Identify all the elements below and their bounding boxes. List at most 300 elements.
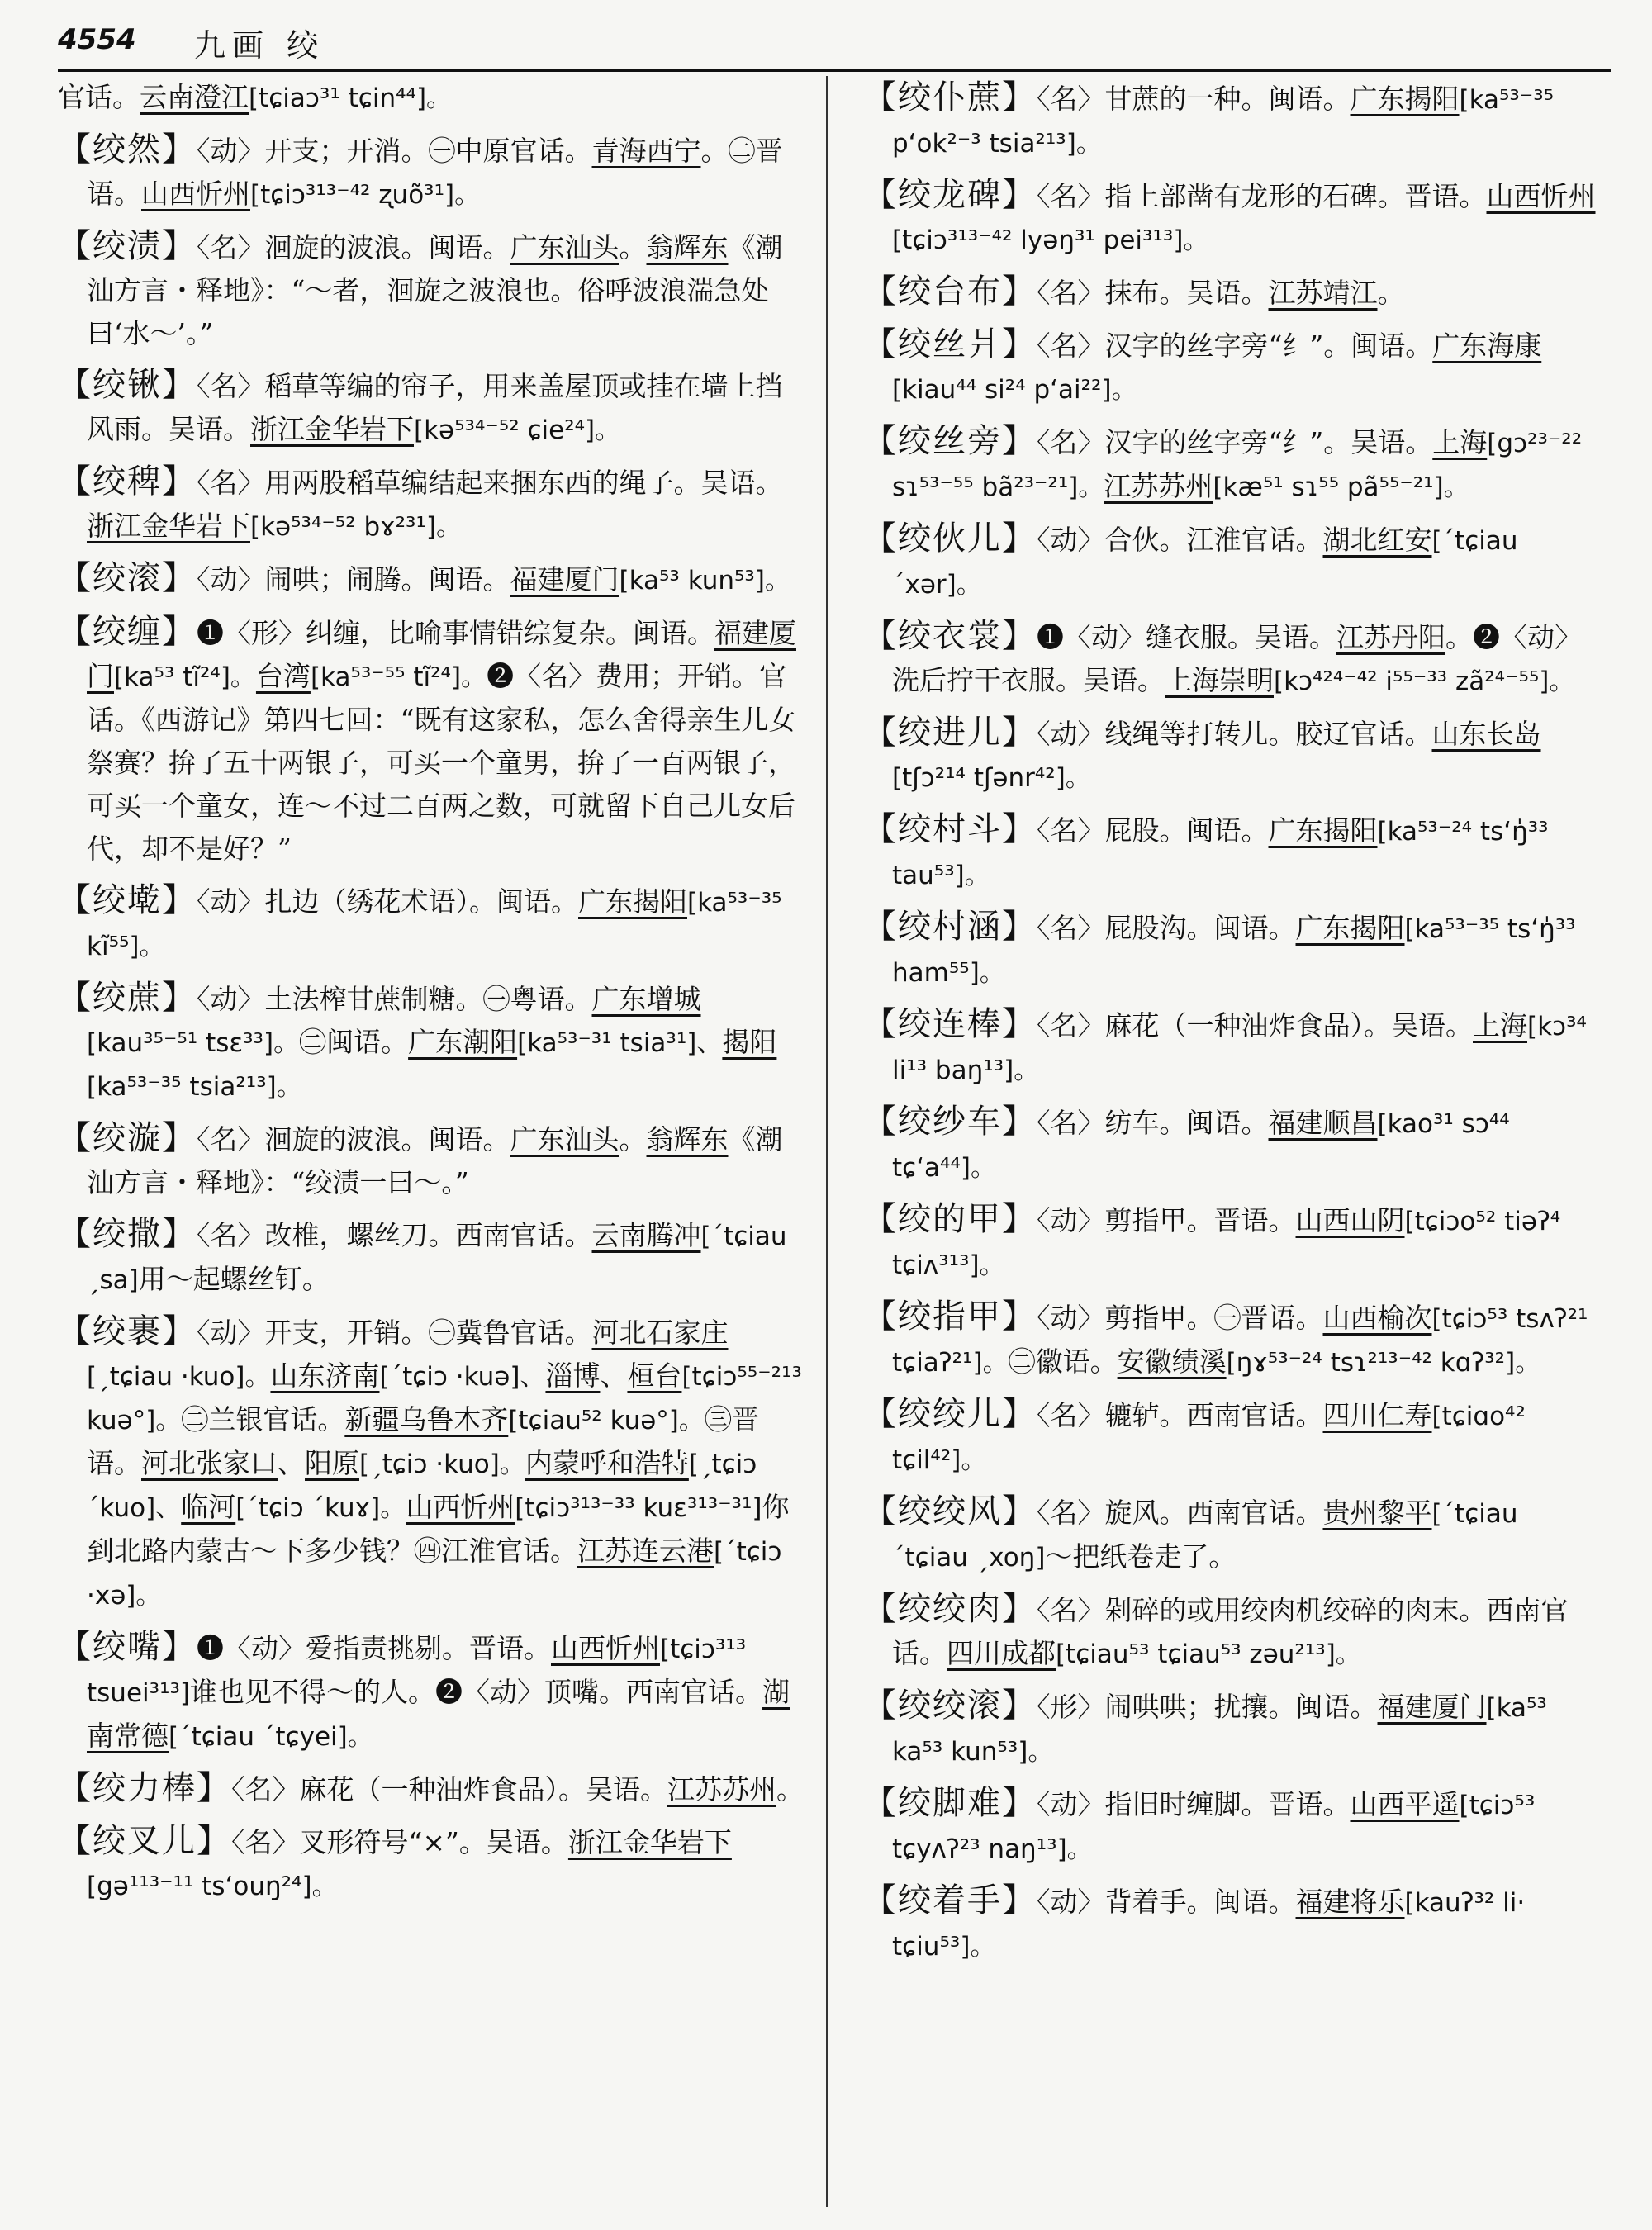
entry-headword xyxy=(863,325,1037,363)
headword-bracket-open: 【 xyxy=(58,1215,93,1253)
ipa-transcription: [tɕiau⁵² kuə°]。 xyxy=(508,1406,705,1435)
headword-text: 绞墘 xyxy=(93,881,162,919)
definition-text: 〈名〉辘轳。西南官话。 xyxy=(1037,1399,1323,1431)
dictionary-entry xyxy=(58,610,809,871)
definition-text: 〈名〉洄旋的波浪。闽语。 xyxy=(197,231,510,263)
dialect-location: 桓台 xyxy=(627,1359,682,1392)
definition-text: 你到北路内蒙古～下多少钱？㊃江淮官话。 xyxy=(87,1491,790,1567)
ipa-transcription: [kao³¹ sɔ⁴⁴ tɕʻa⁴⁴]。 xyxy=(892,1109,1510,1183)
headword-bracket-open: 【 xyxy=(863,1395,898,1433)
dialect-location: 广东汕头 xyxy=(510,231,620,263)
entry-headword xyxy=(863,520,1037,558)
ipa-transcription: [ka⁵³ kun⁵³]。 xyxy=(619,566,790,595)
dialect-location: 江苏靖江 xyxy=(1268,277,1378,309)
definition-text: ❷〈名〉费用；开销。官话。《西游记》第四七回：“既有这家私，怎么舍得亲生儿女祭赛？拚了五十两银子，可买一个童男，拚了一百两银子，可买一个童女，连～不过二百两之数，可就留下自己儿女后代，却不是好？” xyxy=(87,660,796,865)
entry-headword xyxy=(863,810,1037,848)
definition-text: 用～起螺丝钉。 xyxy=(138,1263,330,1295)
headword-text: 绞绞肉 xyxy=(898,1590,1002,1628)
ipa-transcription: [ˊtɕiau ˏsa] xyxy=(87,1222,787,1295)
definition-text: 〈动〉合伙。江淮官话。 xyxy=(1037,524,1323,556)
dialect-location: 江苏丹阳 xyxy=(1336,621,1446,653)
ipa-transcription: [ka⁵³⁻⁵⁵ tĩ²⁴]。 xyxy=(310,662,487,692)
definition-text: 〈名〉纺车。闽语。 xyxy=(1037,1107,1269,1139)
headword-bracket-close: 】 xyxy=(1002,1395,1037,1433)
headword-bracket-open: 【 xyxy=(863,422,898,460)
ipa-transcription: [tɕiɔ³¹³ tsuei³¹³] xyxy=(87,1635,747,1708)
definition-text: 〈形〉闹哄哄；扰攘。闽语。 xyxy=(1037,1691,1378,1723)
definition-text: 《潮汕方言・释地》：“绞渍一曰～。” xyxy=(87,1123,783,1198)
headword-text: 绞着手 xyxy=(898,1881,1002,1919)
dictionary-entry xyxy=(58,1310,809,1617)
definition-text: 〈名〉麻花（一种油炸食品）。吴语。 xyxy=(231,1773,667,1805)
definition-text: 〈名〉指上部凿有龙形的石碑。晋语。 xyxy=(1037,180,1487,212)
dictionary-entry xyxy=(58,1117,809,1204)
entry-headword xyxy=(58,463,197,501)
dictionary-entry xyxy=(863,1490,1598,1579)
headword-bracket-close: 】 xyxy=(1002,422,1037,460)
headword-bracket-open: 【 xyxy=(58,559,93,597)
headword-text: 绞蔗 xyxy=(93,979,162,1017)
ipa-transcription: [kə⁵³⁴⁻⁵² ɕie²⁴]。 xyxy=(414,415,621,445)
definition-text: 〈动〉背着手。闽语。 xyxy=(1037,1886,1296,1918)
dialect-location: 临河 xyxy=(181,1491,236,1523)
definition-text: 〈名〉稻草等编的帘子，用来盖屋顶或挂在墙上挡风雨。吴语。 xyxy=(87,370,783,445)
headword-text: 绞绞儿 xyxy=(898,1395,1002,1433)
entry-headword xyxy=(863,1298,1037,1336)
headword-bracket-open: 【 xyxy=(863,1687,898,1725)
headword-bracket-close: 】 xyxy=(1002,273,1037,311)
definition-text: ㊁徽语。 xyxy=(1008,1345,1118,1378)
dictionary-entry xyxy=(863,614,1598,703)
ipa-transcription: [ˊtɕiɔ ·xə]。 xyxy=(87,1537,782,1611)
dialect-location: 阳原 xyxy=(305,1447,359,1479)
headword-text: 绞力棒 xyxy=(93,1769,197,1807)
dictionary-entry xyxy=(863,270,1598,315)
definition-text: 〈名〉抹布。吴语。 xyxy=(1037,277,1269,309)
dialect-location: 福建厦门 xyxy=(1377,1691,1487,1723)
ipa-transcription: [ˏtɕiɔ ˊkuo]、 xyxy=(87,1450,757,1523)
left-column xyxy=(58,76,809,1916)
definition-text: 〈名〉汉字的丝字旁“纟”。闽语。 xyxy=(1037,330,1433,362)
headword-bracket-open: 【 xyxy=(863,325,898,363)
headword-text: 绞撒 xyxy=(93,1215,162,1253)
entry-headword xyxy=(58,227,197,265)
headword-bracket-open: 【 xyxy=(58,1769,93,1807)
definition-text: ㊂晋语。 xyxy=(87,1403,759,1479)
dialect-location: 揭阳 xyxy=(722,1026,777,1058)
headword-text: 绞叉儿 xyxy=(93,1822,197,1860)
dialect-location: 山东长岛 xyxy=(1431,718,1541,750)
ipa-transcription: [kauʔ³² li· tɕiu⁵³]。 xyxy=(892,1888,1526,1962)
ipa-transcription: [ˏtɕiɔ ·kuo]。 xyxy=(359,1450,525,1479)
section-title: 九画 绞 xyxy=(194,27,325,64)
headword-text: 绞衣裳 xyxy=(898,617,1002,655)
dialect-location: 福建顺昌 xyxy=(1268,1107,1378,1139)
entry-headword xyxy=(58,1215,197,1253)
ipa-transcription: [tɕiɔ³¹³⁻³³ kuɛ³¹³⁻³¹] xyxy=(515,1493,762,1523)
entry-headword xyxy=(58,613,197,651)
entry-headword xyxy=(863,176,1037,214)
entry-headword xyxy=(58,881,197,919)
headword-bracket-close: 】 xyxy=(1002,1881,1037,1919)
page-header xyxy=(58,20,1611,72)
ipa-transcription: [tɕiau⁵³ tɕiau⁵³ zəu²¹³]。 xyxy=(1056,1639,1361,1669)
dictionary-entry xyxy=(58,1625,809,1758)
entry-headword xyxy=(863,1881,1037,1919)
headword-bracket-open: 【 xyxy=(863,1881,898,1919)
headword-text: 绞漩 xyxy=(93,1119,162,1157)
definition-text: 〈动〉扎边（绣花术语）。闽语。 xyxy=(197,885,578,918)
definition-text: 〈名〉洄旋的波浪。闽语。 xyxy=(197,1123,510,1155)
dialect-location: 广东揭阳 xyxy=(578,885,687,918)
headword-bracket-close: 】 xyxy=(1002,1298,1037,1336)
headword-bracket-open: 【 xyxy=(58,130,93,168)
headword-text: 绞村涵 xyxy=(898,908,1002,946)
dialect-location: 安徽绩溪 xyxy=(1117,1345,1227,1378)
ipa-transcription: [ka⁵³⁻³⁵ tsia²¹³]。 xyxy=(87,1072,302,1102)
definition-text: 官话。 xyxy=(58,81,140,113)
definition-text: 〈名〉旋风。西南官话。 xyxy=(1037,1497,1323,1529)
headword-bracket-open: 【 xyxy=(863,176,898,214)
ipa-transcription: [tʃɔ²¹⁴ tʃənr⁴²]。 xyxy=(892,763,1091,793)
ipa-transcription: [tɕiaɔ³¹ tɕin⁴⁴]。 xyxy=(249,83,453,113)
definition-text: 《潮汕方言・释地》：“～者，洄旋之波浪也。俗呼波浪湍急处曰‘水～’。” xyxy=(87,231,783,349)
ipa-transcription: [ˊtɕiau ˊtɕyei]。 xyxy=(169,1722,373,1752)
headword-bracket-close: 】 xyxy=(1002,617,1037,655)
entry-headword xyxy=(863,1492,1037,1530)
dictionary-entry xyxy=(863,517,1598,606)
dialect-location: 浙江金华岩下 xyxy=(250,413,414,445)
entry-headword xyxy=(58,366,197,404)
dialect-location: 内蒙呼和浩特 xyxy=(525,1447,689,1479)
entry-headword xyxy=(58,1119,197,1157)
ipa-transcription: [ˊtɕiɔ ·kuə]、 xyxy=(379,1362,546,1392)
dictionary-entry xyxy=(863,1879,1598,1968)
dialect-location: 广东揭阳 xyxy=(1295,912,1405,944)
right-column xyxy=(863,76,1598,1976)
entry-headword xyxy=(58,1822,231,1860)
definition-text: 〈名〉用两股稻草编结起来捆东西的绳子。吴语。 xyxy=(197,467,783,499)
ipa-transcription: [ŋɤ⁵³⁻²⁴ tsɿ²¹³⁻⁴² kɑʔ³²]。 xyxy=(1226,1348,1541,1378)
headword-text: 绞然 xyxy=(93,130,162,168)
headword-bracket-close: 】 xyxy=(197,1822,231,1860)
headword-bracket-open: 【 xyxy=(58,979,93,1017)
definition-text: 〈动〉土法榨甘蔗制糖。㊀粤语。 xyxy=(197,983,592,1015)
headword-bracket-open: 【 xyxy=(863,78,898,116)
headword-bracket-close: 】 xyxy=(162,1312,197,1350)
headword-bracket-close: 】 xyxy=(1002,1005,1037,1043)
ipa-transcription: [tɕiɑo⁴² tɕil⁴²]。 xyxy=(892,1402,1526,1475)
headword-bracket-open: 【 xyxy=(58,366,93,404)
definition-text: 〈名〉甘蔗的一种。闽语。 xyxy=(1037,83,1351,115)
definition-text: 谁也见不得～的人。❷〈动〉顶嘴。西南官话。 xyxy=(190,1676,763,1708)
headword-bracket-close: 】 xyxy=(162,559,197,597)
entry-headword xyxy=(58,1312,197,1350)
headword-bracket-close: 】 xyxy=(162,881,197,919)
entry-headword xyxy=(863,1784,1037,1822)
dictionary-entry xyxy=(58,363,809,452)
ipa-transcription: [ˊtɕiɔ ˊkuɤ]。 xyxy=(235,1493,406,1523)
definition-text: 。 xyxy=(1377,277,1405,309)
dialect-location: 四川仁寿 xyxy=(1322,1399,1432,1431)
dictionary-entry xyxy=(863,1393,1598,1482)
entry-headword xyxy=(58,559,197,597)
headword-bracket-open: 【 xyxy=(58,881,93,919)
dialect-location: 福建厦门 xyxy=(510,563,620,595)
headword-bracket-close: 】 xyxy=(162,979,197,1017)
headword-bracket-close: 】 xyxy=(1002,908,1037,946)
dictionary-entry xyxy=(58,1820,809,1908)
headword-bracket-open: 【 xyxy=(58,1822,93,1860)
headword-text: 绞的甲 xyxy=(898,1200,1002,1238)
dictionary-entry xyxy=(863,323,1598,411)
headword-text: 绞渍 xyxy=(93,227,162,265)
headword-text: 绞丝旁 xyxy=(898,422,1002,460)
dialect-location: 江苏苏州 xyxy=(667,1773,776,1805)
definition-text: ❶〈形〉纠缠，比喻事情错综复杂。闽语。 xyxy=(197,617,714,649)
ipa-transcription: [kə⁵³⁴⁻⁵² bɤ²³¹]。 xyxy=(250,512,462,542)
definition-text: 。 xyxy=(619,231,647,263)
dialect-location: 上海崇明 xyxy=(1165,664,1274,696)
headword-bracket-open: 【 xyxy=(863,1590,898,1628)
headword-bracket-open: 【 xyxy=(863,1784,898,1822)
headword-bracket-close: 】 xyxy=(1002,1200,1037,1238)
entry-headword xyxy=(863,1200,1037,1238)
ipa-transcription: [kɔ³⁴ li¹³ baŋ¹³]。 xyxy=(892,1012,1587,1085)
headword-bracket-open: 【 xyxy=(58,1312,93,1350)
definition-text: 〈动〉开支，开销。㊀冀鲁官话。 xyxy=(197,1317,592,1349)
ipa-transcription: [tɕiɔ⁵³ tsʌʔ²¹ tɕiaʔ²¹]。 xyxy=(892,1304,1588,1378)
headword-text: 绞稗 xyxy=(93,463,162,501)
definition-text: ㊁兰银官话。 xyxy=(181,1403,345,1435)
entry-headword xyxy=(863,714,1037,752)
headword-bracket-open: 【 xyxy=(863,1103,898,1141)
definition-text: 〈名〉麻花（一种油炸食品）。吴语。 xyxy=(1037,1009,1473,1041)
headword-bracket-close: 】 xyxy=(1002,714,1037,752)
ipa-transcription: [ˊtɕiau ˊxər]。 xyxy=(892,526,1518,600)
dialect-location: 山西忻州 xyxy=(551,1632,660,1664)
dialect-location: 青海西宁 xyxy=(591,135,701,167)
headword-bracket-open: 【 xyxy=(863,1200,898,1238)
ipa-transcription: [tɕiɔ³¹³⁻⁴² lyəŋ³¹ pei³¹³]。 xyxy=(892,225,1209,255)
headword-bracket-open: 【 xyxy=(863,810,898,848)
dialect-location: 广东海康 xyxy=(1432,330,1542,362)
dictionary-entry xyxy=(863,420,1598,509)
dialect-location: 贵州黎平 xyxy=(1322,1497,1432,1529)
dictionary-entry xyxy=(863,1100,1598,1189)
entry-headword xyxy=(58,979,197,1017)
definition-text: 、 xyxy=(278,1447,305,1479)
dialect-location: 山西忻州 xyxy=(406,1491,515,1523)
dialect-location: 山西山阴 xyxy=(1295,1204,1405,1236)
definition-text: 〈动〉剪指甲。㊀晋语。 xyxy=(1037,1302,1323,1334)
ipa-transcription: [ˊtɕiau ˊtɕiau ˏxoŋ] xyxy=(892,1499,1518,1573)
dialect-location: 云南澄江 xyxy=(140,81,249,113)
dictionary-entry xyxy=(863,1295,1598,1384)
headword-bracket-close: 】 xyxy=(162,227,197,265)
definition-text: 。 xyxy=(776,1773,804,1805)
headword-bracket-open: 【 xyxy=(58,1119,93,1157)
headword-bracket-close: 】 xyxy=(162,366,197,404)
dictionary-entry xyxy=(58,879,809,968)
dialect-location: 福建将乐 xyxy=(1295,1886,1405,1918)
dialect-location: 淄博 xyxy=(545,1359,601,1392)
definition-text: 〈动〉开支；开消。㊀中原官话。 xyxy=(197,135,592,167)
ipa-transcription: [tɕiɔ³¹³⁻⁴² ʐuõ³¹]。 xyxy=(250,180,481,210)
dictionary-entry xyxy=(863,1003,1598,1092)
ipa-transcription: [ka⁵³ ka⁵³ kun⁵³]。 xyxy=(892,1693,1547,1767)
headword-bracket-close: 】 xyxy=(197,1769,231,1807)
ipa-transcription: [gɔ²³⁻²² sɿ⁵³⁻⁵⁵ bã²³⁻²¹]。 xyxy=(892,429,1583,502)
dialect-location: 山西榆次 xyxy=(1322,1302,1432,1334)
headword-bracket-close: 】 xyxy=(1002,1103,1037,1141)
headword-bracket-open: 【 xyxy=(863,1005,898,1043)
headword-text: 绞丝爿 xyxy=(898,325,1002,363)
headword-bracket-close: 】 xyxy=(162,130,197,168)
dialect-location: 河北石家庄 xyxy=(591,1317,729,1349)
dialect-location: 台湾 xyxy=(255,660,311,692)
headword-bracket-close: 】 xyxy=(162,613,197,651)
ipa-transcription: [kɔ⁴²⁴⁻⁴² i⁵⁵⁻³³ zã²⁴⁻⁵⁵]。 xyxy=(1274,667,1575,696)
entry-headword xyxy=(863,273,1037,311)
definition-text: ❶〈动〉爱指责挑剔。晋语。 xyxy=(197,1632,551,1664)
entry-headword xyxy=(863,1687,1037,1725)
ipa-transcription: [tɕiɔo⁵² tiəʔ⁴ tɕiʌ³¹³]。 xyxy=(892,1207,1561,1280)
headword-text: 绞仆蔗 xyxy=(898,78,1002,116)
dialect-location: 浙江金华岩下 xyxy=(87,510,250,542)
headword-text: 绞滚 xyxy=(93,559,162,597)
ipa-transcription: [gə¹¹³⁻¹¹ tsʻouŋ²⁴]。 xyxy=(87,1872,338,1901)
dialect-location: 云南腾冲 xyxy=(591,1219,701,1251)
entry-headword xyxy=(58,1628,197,1666)
dialect-location: 湖北红安 xyxy=(1322,524,1432,556)
headword-bracket-close: 】 xyxy=(1002,1590,1037,1628)
dictionary-entry xyxy=(58,225,809,355)
dictionary-entry xyxy=(58,128,809,216)
headword-text: 绞绞滚 xyxy=(898,1687,1002,1725)
ipa-transcription: [ˏtɕiau ·kuo]。 xyxy=(87,1362,271,1392)
headword-text: 绞伙儿 xyxy=(898,520,1002,558)
dialect-location: 江苏连云港 xyxy=(577,1535,714,1567)
dictionary-entry xyxy=(58,976,809,1108)
entry-headword xyxy=(863,1590,1037,1628)
ipa-transcription: [kau³⁵⁻⁵¹ tsɛ³³]。 xyxy=(87,1028,300,1058)
ipa-transcription: [tɕiɔ⁵⁵⁻²¹³ kuə°]。 xyxy=(87,1362,802,1435)
dictionary-entry xyxy=(863,1198,1598,1287)
headword-text: 绞指甲 xyxy=(898,1298,1002,1336)
ipa-transcription: [tɕiɔ⁵³ tɕyʌʔ²³ naŋ¹³]。 xyxy=(892,1791,1536,1864)
headword-bracket-open: 【 xyxy=(863,520,898,558)
headword-bracket-close: 】 xyxy=(1002,810,1037,848)
headword-text: 绞锹 xyxy=(93,366,162,404)
dialect-location: 新疆乌鲁木齐 xyxy=(344,1403,509,1435)
ipa-transcription: [ka⁵³⁻³⁵ kĩ⁵⁵]。 xyxy=(87,888,782,961)
dictionary-entry xyxy=(863,1587,1598,1676)
headword-bracket-close: 】 xyxy=(162,463,197,501)
headword-text: 绞进儿 xyxy=(898,714,1002,752)
headword-bracket-close: 】 xyxy=(162,1628,197,1666)
dictionary-entry xyxy=(58,1212,809,1302)
dialect-location: 山西忻州 xyxy=(1486,180,1596,212)
entry-headword xyxy=(863,908,1037,946)
dialect-location: 山东济南 xyxy=(270,1359,380,1392)
headword-bracket-open: 【 xyxy=(863,1492,898,1530)
ipa-transcription: [ka⁵³ tĩ²⁴]。 xyxy=(114,662,256,692)
dictionary-entry xyxy=(863,76,1598,165)
headword-bracket-open: 【 xyxy=(863,617,898,655)
definition-text: 〈动〉闹哄；闹腾。闽语。 xyxy=(197,563,510,595)
definition-text: 〈动〉线绳等打转儿。胶辽官话。 xyxy=(1037,718,1432,750)
headword-bracket-open: 【 xyxy=(58,227,93,265)
dictionary-entry xyxy=(863,173,1598,262)
definition-text: 〈名〉剁碎的或用绞肉机绞碎的肉末。西南官话。 xyxy=(892,1594,1569,1669)
headword-bracket-close: 】 xyxy=(1002,1492,1037,1530)
dialect-location: 广东揭阳 xyxy=(1350,83,1460,115)
dialect-location: 广东揭阳 xyxy=(1268,814,1378,847)
headword-bracket-open: 【 xyxy=(58,1628,93,1666)
headword-bracket-close: 】 xyxy=(162,1119,197,1157)
entry-headword xyxy=(863,617,1037,655)
ipa-transcription: [ka⁵³⁻³⁵ pʻok²⁻³ tsia²¹³]。 xyxy=(892,85,1555,159)
entry-headword xyxy=(863,78,1037,116)
entry-headword xyxy=(58,130,197,168)
dictionary-entry xyxy=(58,76,809,120)
entry-headword xyxy=(58,1769,231,1807)
dictionary-entry xyxy=(863,808,1598,897)
headword-text: 绞纱车 xyxy=(898,1103,1002,1141)
dialect-location: 浙江金华岩下 xyxy=(567,1826,732,1858)
headword-bracket-open: 【 xyxy=(58,613,93,651)
headword-bracket-open: 【 xyxy=(863,1298,898,1336)
headword-bracket-close: 】 xyxy=(1002,325,1037,363)
headword-text: 绞缠 xyxy=(93,613,162,651)
dialect-location: 广东潮阳 xyxy=(408,1026,518,1058)
headword-text: 绞裹 xyxy=(93,1312,162,1350)
dialect-location: 四川成都 xyxy=(947,1637,1056,1669)
headword-text: 绞绞风 xyxy=(898,1492,1002,1530)
page-number: 4554 xyxy=(58,23,136,56)
headword-bracket-close: 】 xyxy=(1002,176,1037,214)
headword-text: 绞龙碑 xyxy=(898,176,1002,214)
definition-text: ㊁闽语。 xyxy=(299,1026,409,1058)
dialect-location: 翁辉东 xyxy=(646,231,729,263)
definition-text: 〈名〉叉形符号“×”。吴语。 xyxy=(231,1826,568,1858)
definition-text: 〈名〉屁股沟。闽语。 xyxy=(1037,912,1296,944)
headword-text: 绞连棒 xyxy=(898,1005,1002,1043)
dictionary-entry xyxy=(58,557,809,602)
entry-headword xyxy=(863,1395,1037,1433)
headword-bracket-close: 】 xyxy=(1002,1784,1037,1822)
definition-text: 〈动〉剪指甲。晋语。 xyxy=(1037,1204,1296,1236)
dictionary-entry xyxy=(863,711,1598,799)
dialect-location: 上海 xyxy=(1473,1009,1527,1041)
entry-headword xyxy=(863,1103,1037,1141)
entry-headword xyxy=(863,422,1037,460)
definition-text: 。㊁晋语。 xyxy=(87,135,783,210)
ipa-transcription: [kæ⁵¹ sɿ⁵⁵ pã⁵⁵⁻²¹]。 xyxy=(1213,472,1469,502)
ipa-transcription: [ka⁵³⁻²⁴ tsʻŋ̍³³ tau⁵³]。 xyxy=(892,817,1549,890)
definition-text: 〈名〉屁股。闽语。 xyxy=(1037,814,1269,847)
dictionary-entry xyxy=(863,1782,1598,1871)
dialect-location: 湖南常德 xyxy=(87,1676,790,1752)
headword-bracket-open: 【 xyxy=(863,714,898,752)
headword-bracket-close: 】 xyxy=(1002,1687,1037,1725)
headword-text: 绞台布 xyxy=(898,273,1002,311)
dialect-location: 福建厦门 xyxy=(87,617,796,692)
headword-text: 绞嘴 xyxy=(93,1628,162,1666)
entry-headword xyxy=(863,1005,1037,1043)
dictionary-entry xyxy=(863,905,1598,994)
